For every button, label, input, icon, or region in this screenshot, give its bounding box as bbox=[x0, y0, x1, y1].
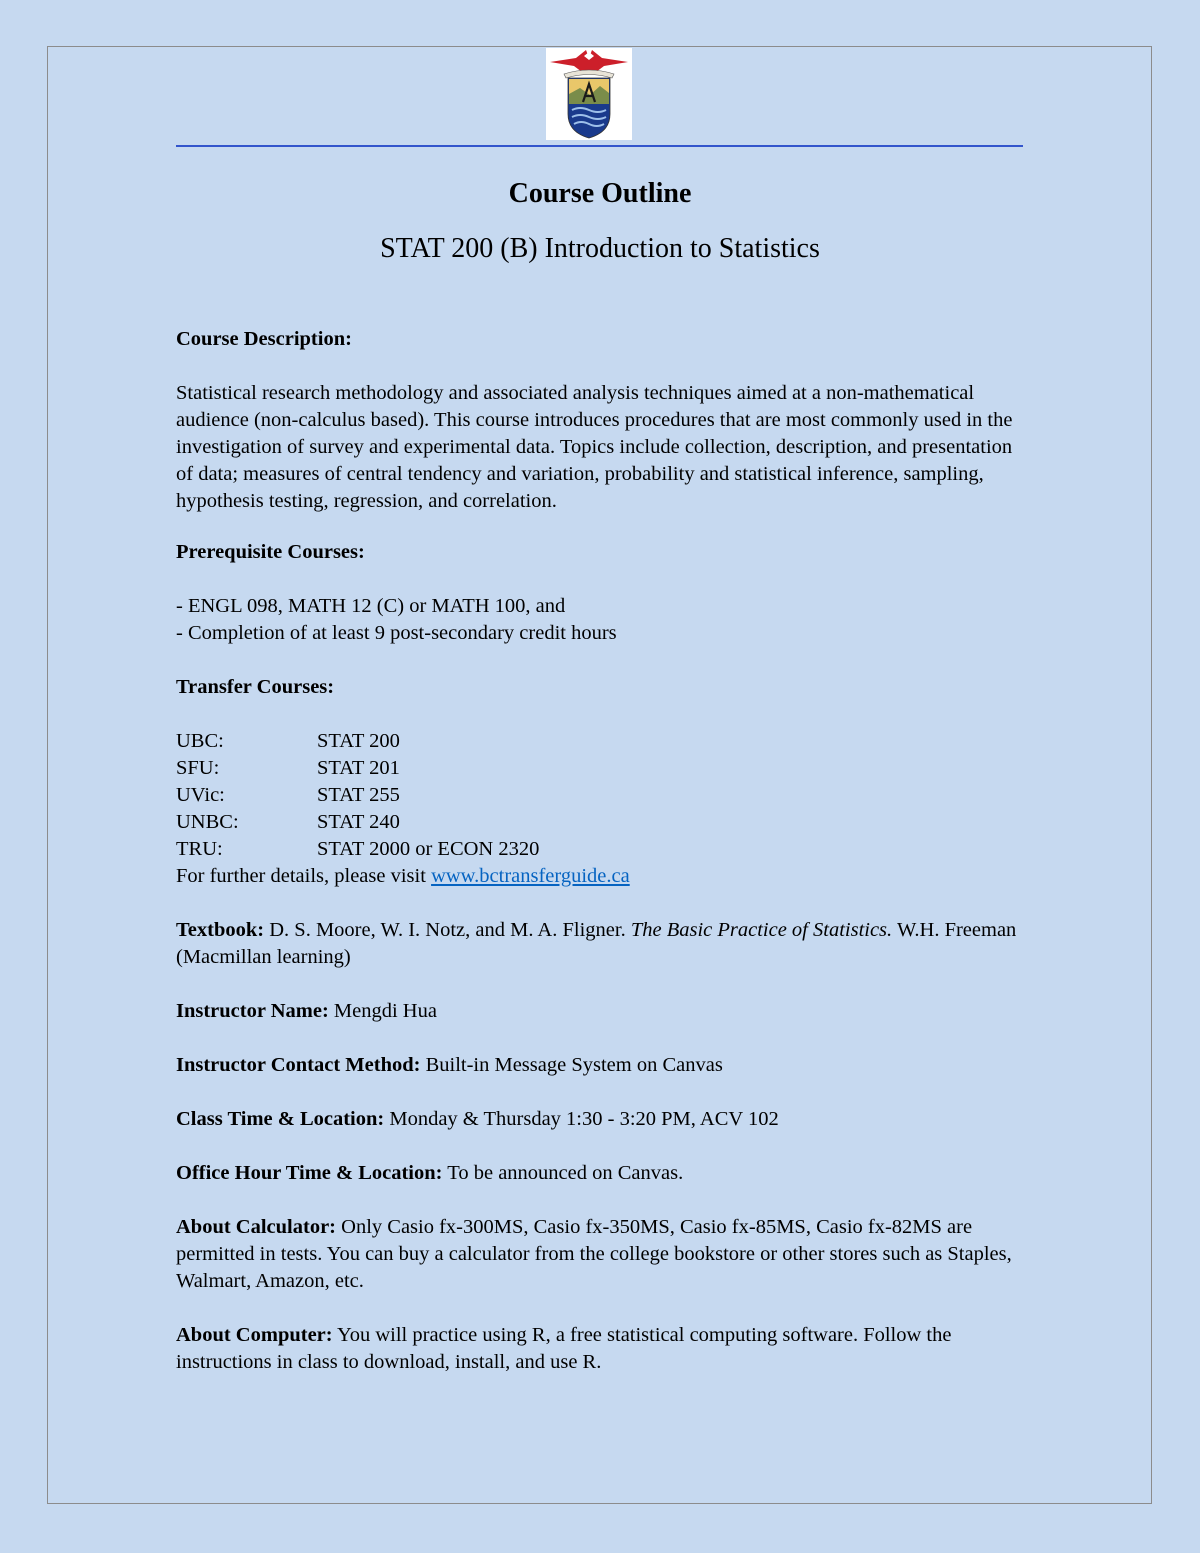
course-subtitle: STAT 200 (B) Introduction to Statistics bbox=[380, 233, 820, 264]
transfer-course: STAT 255 bbox=[317, 784, 400, 806]
description-heading: Course Description: bbox=[176, 328, 352, 350]
computer-value: You will practice using R, a free statistical computing software. Follow the instructions in class to download, install, and use R. bbox=[176, 1324, 952, 1373]
class-time-label: Class Time & Location: bbox=[176, 1108, 385, 1130]
transfer-institution: UVic: bbox=[176, 784, 225, 806]
transfer-course: STAT 200 bbox=[317, 730, 400, 752]
prerequisite-item: - Completion of at least 9 post-secondary credit hours bbox=[176, 622, 617, 644]
transfer-course: STAT 2000 or ECON 2320 bbox=[317, 838, 540, 860]
transfer-row bbox=[176, 836, 1028, 863]
textbook-title: The Basic Practice of Statistics. bbox=[630, 919, 893, 941]
instructor-name-label: Instructor Name: bbox=[176, 1000, 329, 1022]
page-title: Course Outline bbox=[508, 178, 692, 209]
office-hour-label: Office Hour Time & Location: bbox=[176, 1162, 443, 1184]
prerequisites-heading: Prerequisite Courses: bbox=[176, 541, 365, 563]
transfer-institution: UBC: bbox=[176, 730, 224, 752]
transfer-row bbox=[176, 728, 1028, 755]
transfer-details bbox=[176, 863, 1028, 890]
transfer-row bbox=[176, 782, 1028, 809]
bctransferguide-link[interactable]: www.bctransferguide.ca bbox=[431, 865, 630, 887]
class-time-value: Monday & Thursday 1:30 - 3:20 PM, ACV 102 bbox=[389, 1108, 779, 1130]
instructor-name-value: Mengdi Hua bbox=[333, 1000, 437, 1022]
textbook-authors: D. S. Moore, W. I. Notz, and M. A. Fligner. bbox=[269, 919, 626, 941]
instructor-name-line bbox=[176, 998, 1028, 1025]
transfer-institution: UNBC: bbox=[176, 811, 239, 833]
textbook-publisher: W.H. Freeman (Macmillan learning) bbox=[176, 919, 1017, 968]
instructor-contact-line bbox=[176, 1052, 1028, 1079]
transfer-heading: Transfer Courses: bbox=[176, 676, 335, 698]
college-crest-logo bbox=[546, 48, 632, 140]
computer-line bbox=[176, 1322, 1028, 1376]
header-rule bbox=[176, 145, 1023, 147]
calculator-line bbox=[176, 1214, 1028, 1295]
calculator-label: About Calculator: bbox=[176, 1216, 337, 1238]
transfer-row bbox=[176, 809, 1028, 836]
prerequisite-item: - ENGL 098, MATH 12 (C) or MATH 100, and bbox=[176, 595, 566, 617]
office-hour-line bbox=[176, 1160, 1028, 1187]
transfer-course: STAT 201 bbox=[317, 757, 400, 779]
transfer-row bbox=[176, 755, 1028, 782]
office-hour-value: To be announced on Canvas. bbox=[447, 1162, 684, 1184]
instructor-contact-label: Instructor Contact Method: bbox=[176, 1054, 421, 1076]
description-body: Statistical research methodology and associated analysis techniques aimed at a non-mathematical audience (non-calculus based). This course introduces procedures that are most commonly used in the investigation of survey and experimental data. Topics include collection, description, and presentation of data; measures of central tendency and variation, probability and statistical inference, sampling, hypothesis testing, regression, and correlation. bbox=[176, 382, 1013, 512]
transfer-course: STAT 240 bbox=[317, 811, 400, 833]
transfer-institution: SFU: bbox=[176, 757, 220, 779]
transfer-institution: TRU: bbox=[176, 838, 223, 860]
transfer-details-text: For further details, please visit bbox=[176, 865, 426, 887]
instructor-contact-value: Built-in Message System on Canvas bbox=[425, 1054, 723, 1076]
computer-label: About Computer: bbox=[176, 1324, 333, 1346]
course-outline-content bbox=[176, 326, 1028, 1376]
calculator-value: Only Casio fx-300MS, Casio fx-350MS, Casio fx-85MS, Casio fx-82MS are permitted in tests. You can buy a calculator from the college bookstore or other stores such as Staples, Walmart, Amazon, etc. bbox=[176, 1216, 1012, 1292]
textbook-line bbox=[176, 917, 1028, 971]
class-time-line bbox=[176, 1106, 1028, 1133]
textbook-label: Textbook: bbox=[176, 919, 265, 941]
